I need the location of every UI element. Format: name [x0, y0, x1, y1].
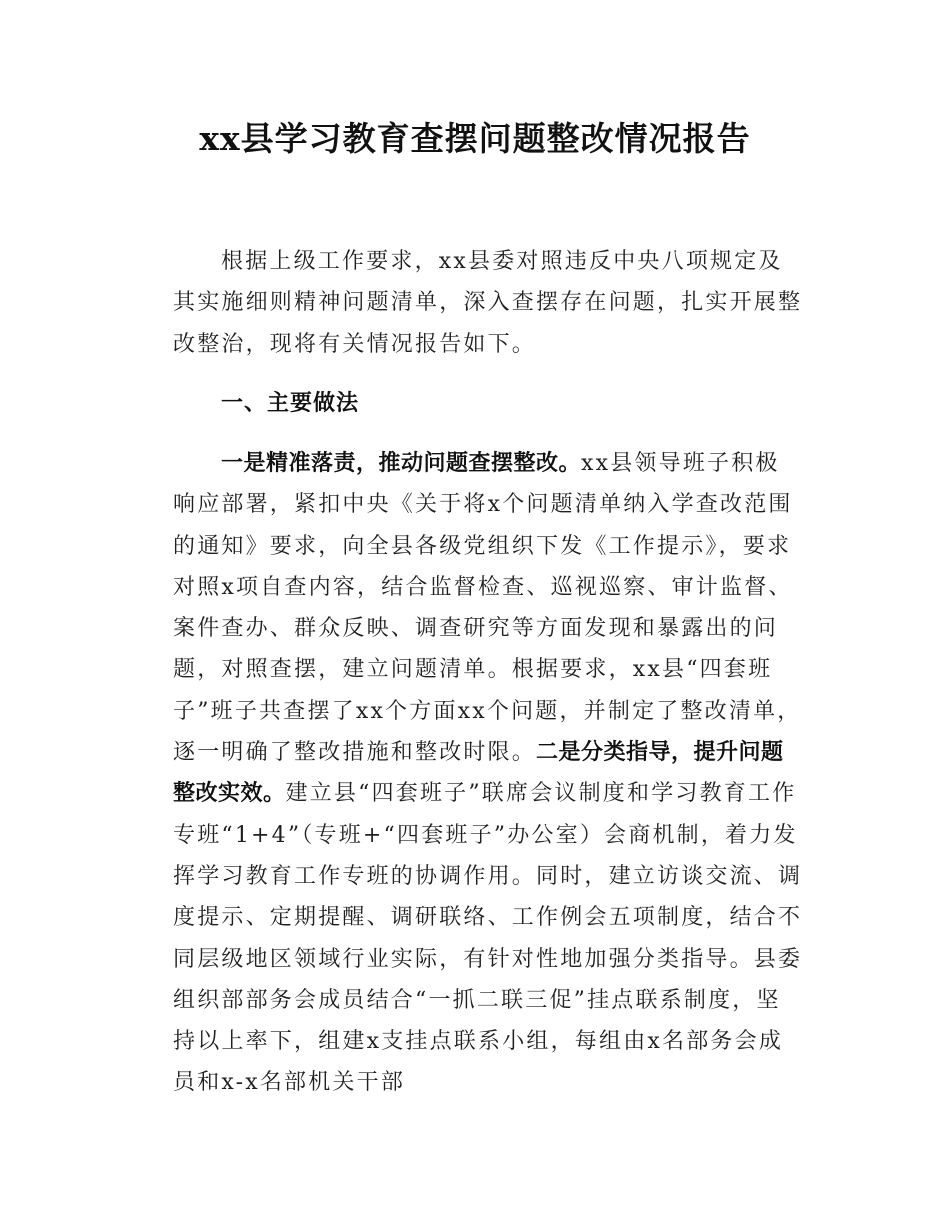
- paragraph-text-2: 建立县“四套班子”联席会议制度和学习教育工作专班“1+4”（专班+“四套班子”办公室）会商机制，着力发挥学习教育工作专班的协调作用。同时，建立访谈交流、调度提示、定期提醒、调研联络、工作例会五项制度，结合不同层级地区领域行业实际，有针对性地加强分类指导。县委组织部部务会成员结合“一抓二联三促”挂点联系制度，坚持以上率下，组建x支挂点联系小组，每组由x名部务会成员和x-x名部机关干部: [173, 781, 803, 1096]
- paragraph-text-1: xx县领导班子积极响应部署，紧扣中央《关于将x个问题清单纳入学查改范围的通知》要求，向全县各级党组织下发《工作提示》，要求对照x项自查内容，结合监督检查、巡视巡察、审计监督、案件查办、群众反映、调查研究等方面发现和暴露出的问题，对照查摆，建立问题清单。根据要求，xx县“四套班子”班子共查摆了xx个方面xx个问题，并制定了整改清单，逐一明确了整改措施和整改时限。: [173, 451, 802, 766]
- lead-sentence-2: 二是分类指导，提升问题整改实效。: [173, 740, 784, 807]
- document-title: xx县学习教育查摆问题整改情况报告: [199, 119, 751, 158]
- intro-paragraph: 根据上级工作要求，xx县委对照违反中央八项规定及其实施细则精神问题清单，深入查摆存在问题，扎实开展整改整治，现将有关情况报告如下。: [173, 249, 803, 357]
- lead-sentence-1: 一是精准落责，推动问题查摆整改。: [221, 451, 582, 476]
- section-heading: 一、主要做法: [221, 391, 360, 416]
- section-paragraph: [173, 443, 803, 1104]
